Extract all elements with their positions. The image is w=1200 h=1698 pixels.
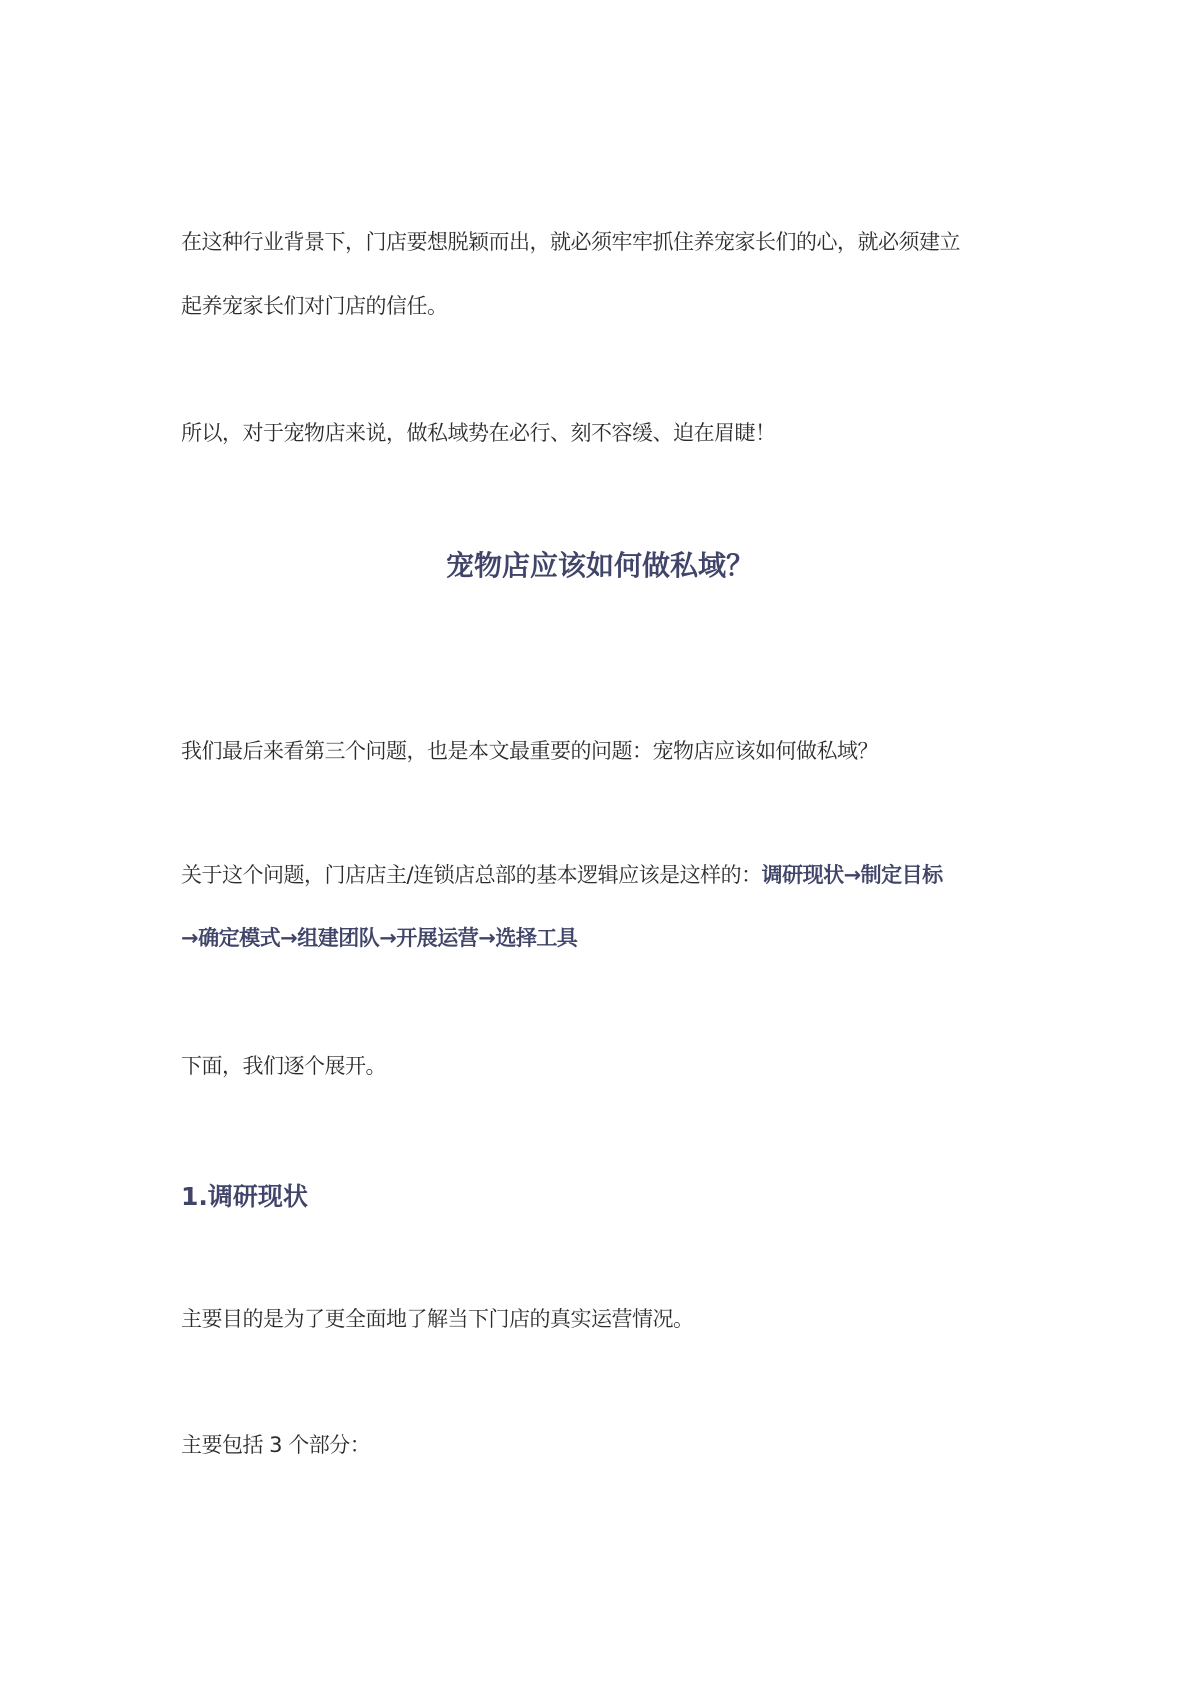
paragraph: 我们最后来看第三个问题，也是本文最重要的问题：宠物店应该如何做私域？	[181, 739, 878, 763]
paragraph: 下面，我们逐个展开。	[181, 1054, 386, 1078]
paragraph: 主要目的是为了更全面地了解当下门店的真实运营情况。	[181, 1307, 694, 1331]
paragraph: 主要包括 3 个部分：	[181, 1433, 371, 1457]
subsection-heading: 1.调研现状	[181, 1182, 308, 1211]
paragraph-text: 关于这个问题，门店店主/连锁店总部的基本逻辑应该是这样的：	[181, 863, 762, 887]
section-heading: 宠物店应该如何做私域？	[445, 549, 754, 582]
process-steps-bold: 调研现状→制定目标	[761, 863, 943, 887]
paragraph-line: 在这种行业背景下，门店要想脱颖而出，就必须牢牢抓住养宠家长们的心，就必须建立	[181, 230, 960, 254]
paragraph-line	[181, 863, 1031, 887]
paragraph: 所以，对于宠物店来说，做私域势在必行、刻不容缓、迫在眉睫！	[181, 421, 776, 445]
paragraph-line: 起养宠家长们对门店的信任。	[181, 294, 448, 318]
process-steps-bold: →确定模式→组建团队→开展运营→选择工具	[181, 926, 578, 950]
